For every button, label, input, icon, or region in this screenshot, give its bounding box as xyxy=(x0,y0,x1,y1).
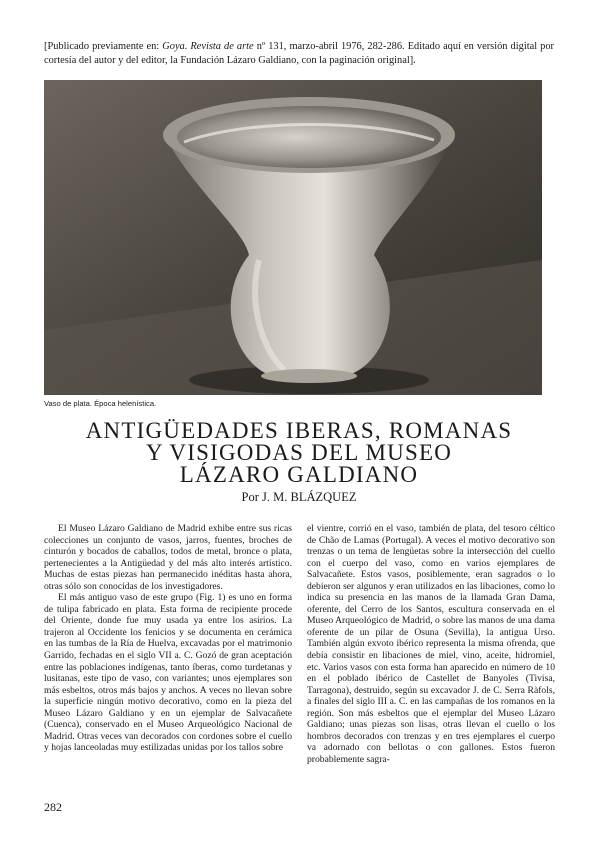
title-line-2: Y VISIGODAS DEL MUSEO xyxy=(145,440,453,465)
publication-note-prefix: [Publicado previamente en: xyxy=(44,41,163,52)
title-line-1: ANTIGÜEDADES IBERAS, ROMANAS xyxy=(85,418,513,443)
article-author: Por J. M. BLÁZQUEZ xyxy=(241,490,357,504)
paragraph: el vientre, corrió en el vaso, también de plata, del tesoro céltico de Chão de Lamas (Portugal). A veces el motivo decorativo son trenzas o un tema de lengüetas sobre la intersección del cuello con el cuerpo del vaso, como en varios ejemplares de Salvacañete. Estos vasos, posiblemente, eran sagrados o lo debieron ser algunos y eran utilizados en las libaciones, como lo indica su presencia en las manos de la llamada Gran Dama, oferente, del Cerro de los Santos, escultura conservada en el Museo Arqueológico de Madrid, o sobre las manos de una dama oferente de un pilar de Osuna (Sevilla), la antigua Urso. También algún exvoto ibérico representa la misma ofrenda, que debía consistir en libaciones de miel, vino, aceite, hidromiel, etc. Varios vasos con esta forma han aparecido en número de 10 en el poblado ibérico de Castellet de Banyoles (Tivisa, Tarragona), destruido, según su excavador J. de C. Serra Ràfols, a finales del siglo III a. C. en las campañas de los romanos en la región. Son más esbeltos que el ejemplar del Museo Lázaro Galdiano; unas piezas son lisas, otras llevan el cuello o los hombros decorados con trenzas y en tres ejemplares el cuerpo va adornado con bellotas o con gallones. Estos fueron probablemente sagra- xyxy=(307,523,555,765)
publication-note xyxy=(44,40,554,68)
vase-illustration xyxy=(44,80,542,395)
publication-note-suffix: nº 131, marzo-abril 1976, 282-286. Editado aquí en versión digital por cortesía del autor y del editor, la Fundación Lázaro Galdiano, con la paginación original]. xyxy=(44,41,554,66)
photo-caption: Vaso de plata. Época helenística. xyxy=(44,399,157,408)
title-line-3: LÁZARO GALDIANO xyxy=(179,462,419,487)
silver-vase-photo xyxy=(44,80,542,395)
article-title xyxy=(44,420,554,486)
paragraph: El Museo Lázaro Galdiano de Madrid exhibe entre sus ricas colecciones un conjunto de vasos, jarros, fuentes, broches de cinturón y bocados de caballos, todos de metal, bronce o plata, pertenecientes a la Antigüedad y del más alto interés artístico. Muchas de estas piezas han permanecido inéditas hasta ahora, otras sólo son conocidas de los investigadores. xyxy=(44,523,292,592)
text-column-right xyxy=(307,523,555,765)
paragraph: El más antiguo vaso de este grupo (Fig. 1) es uno en forma de tulipa fabricado en plata. Esta forma de recipiente procede del Oriente, donde fue muy usada ya entre los asirios. La trajeron al Occidente los fenicios y se documenta en cerámica en las tumbas de la Ría de Huelva, excavadas por el matrimonio Garrido, fechadas en el siglo VII a. C. Gozó de gran aceptación entre las poblaciones indígenas, tanto íberas, como turdetanas y lusitanas, este tipo de vaso, con variantes; unos ejemplares son más esbeltos, otros más bajos y anchos. A veces no llevan sobre la superficie ningún motivo decorativo, como en la pieza del Museo Lázaro Galdiano y en un ejemplar de Salvacañete (Cuenca), conservado en el Museo Arqueológico Nacional de Madrid. Otras veces van decorados con cordones sobre el cuello y hojas lanceoladas muy estilizadas unidas por los tallos sobre xyxy=(44,592,292,754)
text-column-left xyxy=(44,523,292,754)
journal-name: Goya. Revista de arte xyxy=(162,41,254,52)
page-number: 282 xyxy=(44,800,62,814)
